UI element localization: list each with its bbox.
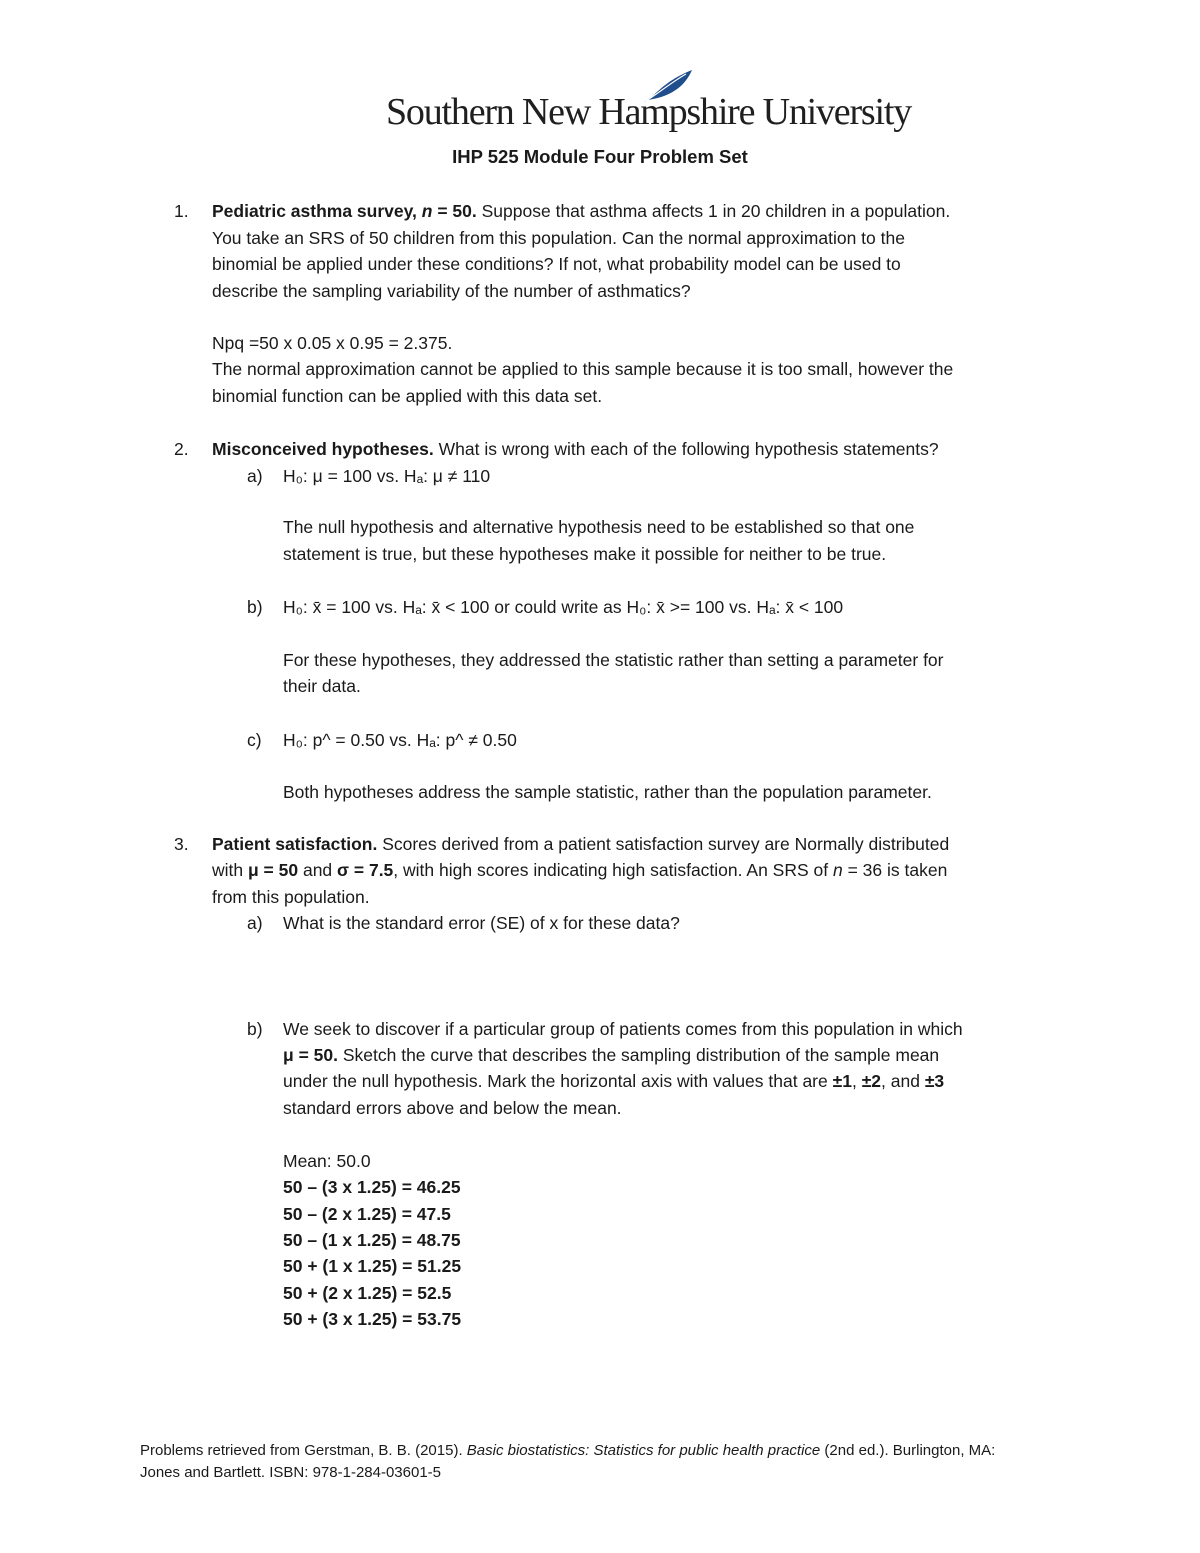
q3b-pm2: ±2: [861, 1071, 882, 1091]
footer-text-a: Problems retrieved from Gerstman, B. B. (2015).: [140, 1442, 467, 1459]
mean-line: Mean: 50.0: [283, 1151, 371, 1171]
q3-sigma: σ = 7.5: [337, 860, 394, 880]
q3-line2-d: = 36 is taken: [842, 860, 948, 880]
q3-heading: Patient satisfaction.: [212, 834, 378, 854]
q1-line4: describe the sampling variability of the number of asthmatics?: [212, 281, 691, 301]
q3-mu: μ = 50: [247, 860, 299, 880]
q1-line3: binomial be applied under these conditions? If not, what probability model can be used to: [212, 254, 901, 274]
q2c-label: c): [247, 730, 262, 750]
page-title: IHP 525 Module Four Problem Set: [452, 146, 748, 167]
q3-line1: [212, 831, 949, 857]
calc-line: 50 – (2 x 1.25) = 47.5: [283, 1204, 451, 1224]
q1-answer-3: binomial function can be applied with this data set.: [212, 386, 603, 406]
q3b-line3-b: ,: [851, 1071, 862, 1091]
q1-line1-text: Suppose that asthma affects 1 in 20 children in a population.: [476, 201, 951, 221]
q2a-label: a): [247, 466, 263, 486]
q3-number: 3.: [174, 834, 189, 854]
calc-line: 50 – (1 x 1.25) = 48.75: [283, 1230, 461, 1250]
footer-citation-2: Jones and Bartlett. ISBN: 978-1-284-03601-5: [140, 1464, 442, 1481]
q3b-line1: We seek to discover if a particular group of patients comes from this population in which: [283, 1019, 963, 1039]
q3-line2: [212, 857, 947, 883]
q1-n-var: n: [421, 201, 433, 221]
logo-wordmark: Southern New Hampshire University: [386, 91, 912, 133]
q1-number: 1.: [174, 201, 189, 221]
q1-n-rest: = 50.: [432, 201, 477, 221]
q3-line1-text: Scores derived from a patient satisfaction survey are Normally distributed: [377, 834, 950, 854]
q2-heading: Misconceived hypotheses.: [212, 439, 434, 459]
q1-answer-2: The normal approximation cannot be applied to this sample because it is too small, however the: [212, 359, 954, 379]
calc-line: 50 + (3 x 1.25) = 53.75: [283, 1309, 462, 1329]
q3-n-var: n: [832, 860, 843, 880]
q2c-statement: H₀: p^ = 0.50 vs. Hₐ: p^ ≠ 0.50: [283, 730, 517, 750]
q3b-line3-a: under the null hypothesis. Mark the horizontal axis with values that are: [283, 1071, 833, 1091]
q3b-line3: [283, 1068, 944, 1094]
q2b-label: b): [247, 597, 263, 617]
calc-line: 50 + (1 x 1.25) = 51.25: [283, 1256, 462, 1276]
q3a-statement: What is the standard error (SE) of x for these data?: [283, 913, 680, 933]
q3b-pm1: ±1: [832, 1071, 852, 1091]
q3-line2-b: and: [298, 860, 338, 880]
q3b-line2-text: Sketch the curve that describes the sampling distribution of the sample mean: [337, 1045, 940, 1065]
q2a-answer-1: The null hypothesis and alternative hypothesis need to be established so that one: [283, 517, 915, 537]
q2a-statement: H₀: μ = 100 vs. Hₐ: μ ≠ 110: [283, 466, 491, 486]
q1-heading: Pediatric asthma survey,: [212, 201, 422, 221]
university-logo: [386, 66, 912, 136]
q1-answer-1: Npq =50 x 0.05 x 0.95 = 2.375.: [212, 333, 453, 353]
calc-line: 50 + (2 x 1.25) = 52.5: [283, 1283, 452, 1303]
q3-line2-c: , with high scores indicating high satisfaction. An SRS of: [393, 860, 833, 880]
calc-line: 50 – (3 x 1.25) = 46.25: [283, 1177, 461, 1197]
q2-number: 2.: [174, 439, 189, 459]
footer-text-b: (2nd ed.). Burlington, MA:: [820, 1442, 996, 1459]
q3b-mu: μ = 50.: [283, 1045, 338, 1065]
q2b-answer-1: For these hypotheses, they addressed the statistic rather than setting a parameter for: [283, 650, 944, 670]
q2-prompt: What is wrong with each of the following hypothesis statements?: [433, 439, 939, 459]
footer-book-title: Basic biostatistics: Statistics for public health practice: [466, 1442, 821, 1459]
q3b-pm3: ±3: [924, 1071, 945, 1091]
q2c-answer-1: Both hypotheses address the sample statistic, rather than the population parameter.: [283, 782, 932, 802]
q2a-answer-2: statement is true, but these hypotheses make it possible for neither to be true.: [283, 544, 887, 564]
q3b-line3-c: , and: [881, 1071, 925, 1091]
q2b-answer-2: their data.: [283, 676, 361, 696]
q1-line2: You take an SRS of 50 children from this population. Can the normal approximation to the: [212, 228, 905, 248]
q3b-line4: standard errors above and below the mean.: [283, 1098, 622, 1118]
q3b-label: b): [247, 1019, 263, 1039]
q2b-statement: H₀: x̄ = 100 vs. Hₐ: x̄ < 100 or could write as H₀: x̄ >= 100 vs. Hₐ: x̄ < 100: [283, 597, 844, 617]
q3a-label: a): [247, 913, 263, 933]
q3-line2-a: with: [212, 860, 248, 880]
q3b-line2: [283, 1042, 939, 1068]
q2-line1: [212, 436, 939, 462]
q1-line1: [212, 198, 950, 224]
footer-citation-1: [140, 1440, 995, 1462]
q3-line3: from this population.: [212, 887, 370, 907]
